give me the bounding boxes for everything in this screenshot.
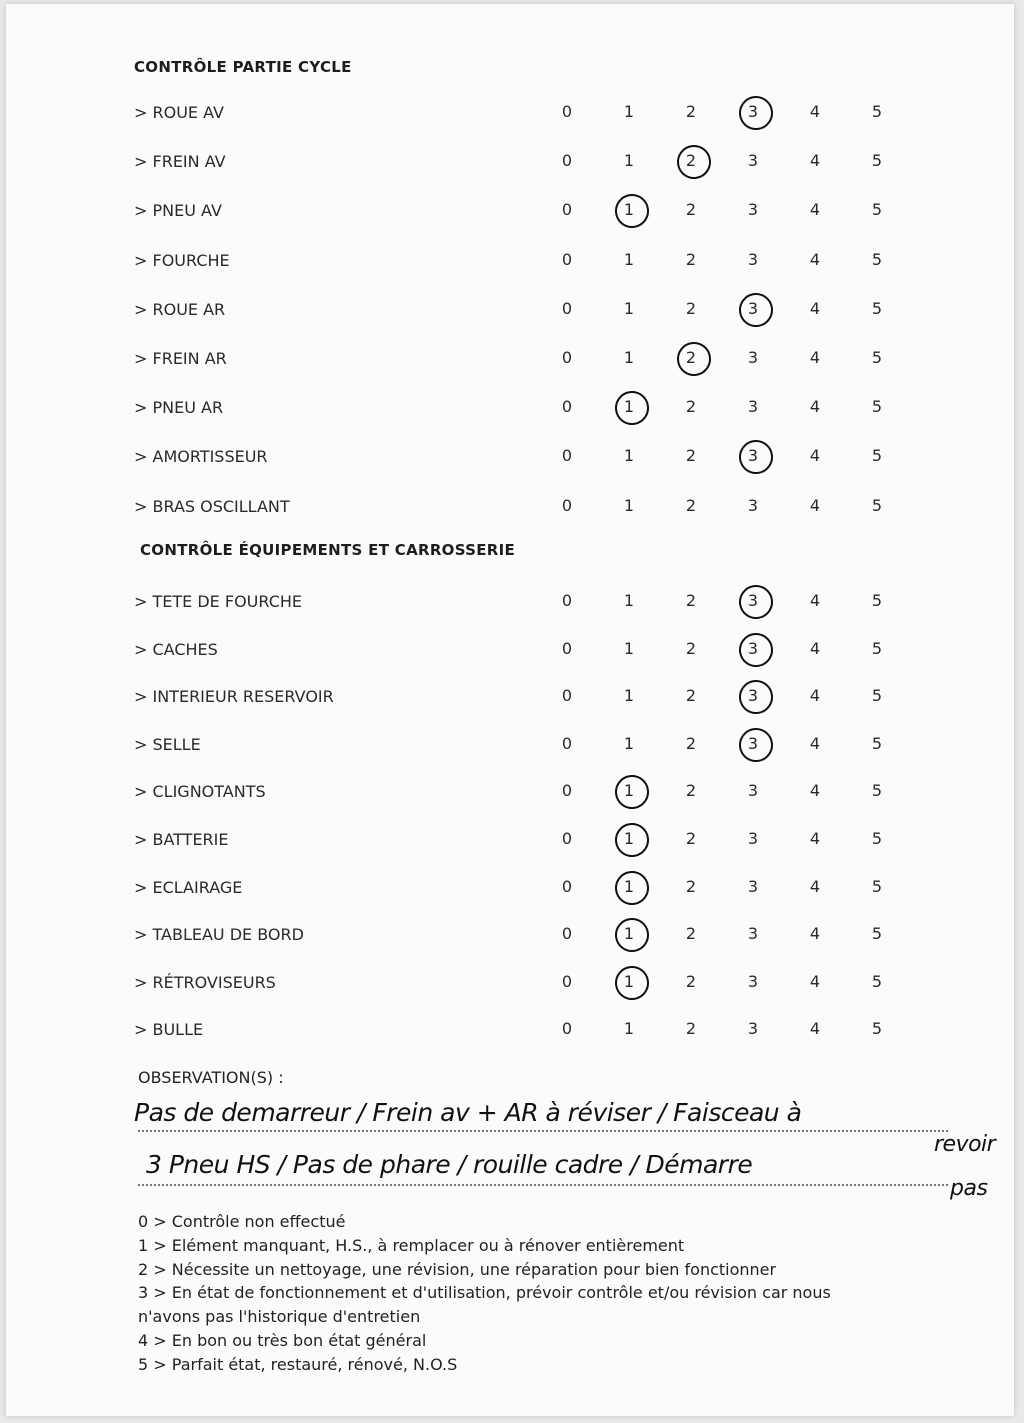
rating-item-label: > FREIN AR bbox=[134, 349, 227, 368]
rating-option-0[interactable]: 0 bbox=[561, 591, 573, 610]
rating-option-5[interactable]: 5 bbox=[871, 495, 883, 515]
rating-option-4[interactable]: 4 bbox=[809, 876, 821, 896]
rating-option-5[interactable]: 5 bbox=[871, 971, 883, 991]
rating-option-3[interactable]: 3 bbox=[738, 299, 768, 318]
rating-option-0[interactable]: 0 bbox=[561, 733, 573, 753]
rating-option-2[interactable]: 2 bbox=[685, 686, 697, 706]
rating-row bbox=[6, 492, 1014, 522]
rating-item-label: > ECLAIRAGE bbox=[134, 877, 243, 897]
rating-option-1[interactable]: 1 bbox=[614, 829, 644, 848]
rating-option-0[interactable]: 0 bbox=[561, 102, 573, 121]
rating-item-label: > BRAS OSCILLANT bbox=[134, 496, 290, 516]
rating-item-label: > INTERIEUR RESERVOIR bbox=[134, 687, 334, 707]
rating-option-4[interactable]: 4 bbox=[809, 397, 821, 417]
section-title-equipment: CONTRÔLE ÉQUIPEMENTS ET CARROSSERIE bbox=[140, 541, 516, 559]
legend-item: 0 > Contrôle non effectué bbox=[138, 1212, 346, 1231]
observation-line-1-extra: revoir bbox=[934, 1132, 996, 1157]
rating-option-0[interactable]: 0 bbox=[561, 971, 573, 991]
rating-option-3[interactable]: 3 bbox=[738, 734, 768, 753]
rating-option-3[interactable]: 3 bbox=[738, 446, 768, 465]
legend-item: n'avons pas l'historique d'entretien bbox=[138, 1307, 421, 1327]
rating-option-2[interactable]: 2 bbox=[685, 971, 697, 991]
rating-option-1[interactable]: 1 bbox=[614, 924, 644, 943]
rating-item-label: > ROUE AV bbox=[134, 103, 224, 122]
rating-option-5[interactable]: 5 bbox=[871, 1019, 883, 1039]
rating-row bbox=[6, 730, 1014, 760]
rating-option-4[interactable]: 4 bbox=[809, 686, 821, 706]
rating-option-3[interactable]: 3 bbox=[747, 495, 759, 515]
rating-option-2[interactable]: 2 bbox=[685, 638, 697, 658]
rating-option-1[interactable]: 1 bbox=[614, 781, 644, 800]
rating-row bbox=[6, 98, 1014, 128]
rating-option-0[interactable]: 0 bbox=[561, 924, 573, 944]
rating-item-label: > RÉTROVISEURS bbox=[134, 972, 276, 992]
rating-item-label: > FOURCHE bbox=[134, 250, 230, 270]
rating-option-4[interactable]: 4 bbox=[809, 102, 821, 121]
section-title-cycle: CONTRÔLE PARTIE CYCLE bbox=[134, 58, 352, 76]
rating-option-2[interactable]: 2 bbox=[685, 781, 697, 801]
rating-option-2[interactable]: 2 bbox=[685, 924, 697, 944]
rating-row bbox=[6, 246, 1014, 276]
rating-item-label: > AMORTISSEUR bbox=[134, 447, 268, 467]
rating-option-3[interactable]: 3 bbox=[747, 1019, 759, 1039]
rating-option-3[interactable]: 3 bbox=[747, 876, 759, 896]
rating-option-4[interactable]: 4 bbox=[809, 829, 821, 848]
rating-option-3[interactable]: 3 bbox=[747, 348, 759, 367]
rating-item-label: > PNEU AV bbox=[134, 201, 222, 221]
rating-option-4[interactable]: 4 bbox=[809, 200, 821, 220]
rating-option-2[interactable]: 2 bbox=[685, 1019, 697, 1039]
rating-option-4[interactable]: 4 bbox=[809, 971, 821, 991]
rating-option-0[interactable]: 0 bbox=[561, 397, 573, 417]
rating-option-1[interactable]: 1 bbox=[614, 972, 644, 991]
rating-option-1[interactable]: 1 bbox=[623, 298, 635, 318]
legend-item: 4 > En bon ou très bon état général bbox=[138, 1330, 427, 1350]
rating-item-label: > BATTERIE bbox=[134, 830, 229, 849]
rating-item-label: > FREIN AV bbox=[134, 152, 226, 172]
rating-option-1[interactable]: 1 bbox=[614, 397, 644, 416]
observation-line-1: Pas de demarreur / Frein av + AR à réviser / Faisceau à bbox=[134, 1098, 802, 1127]
rating-row bbox=[6, 587, 1014, 617]
rating-row bbox=[6, 147, 1014, 177]
legend-item: 1 > Elément manquant, H.S., à remplacer ou à rénover entièrement bbox=[138, 1235, 685, 1255]
legend bbox=[138, 1210, 831, 1377]
rating-row bbox=[6, 1015, 1014, 1045]
rating-option-4[interactable]: 4 bbox=[809, 446, 821, 466]
rating-option-2[interactable]: 2 bbox=[685, 591, 697, 610]
rating-option-1[interactable]: 1 bbox=[623, 446, 635, 466]
rating-option-2[interactable]: 2 bbox=[685, 829, 697, 848]
rating-option-1[interactable]: 1 bbox=[614, 200, 644, 219]
rating-option-3[interactable]: 3 bbox=[738, 639, 768, 658]
rating-option-5[interactable]: 5 bbox=[871, 200, 883, 220]
rating-option-5[interactable]: 5 bbox=[871, 249, 883, 269]
inspection-sheet bbox=[6, 4, 1014, 1416]
rating-option-2[interactable]: 2 bbox=[676, 151, 706, 170]
rating-option-0[interactable]: 0 bbox=[561, 638, 573, 658]
rating-option-1[interactable]: 1 bbox=[623, 686, 635, 706]
rating-option-0[interactable]: 0 bbox=[561, 446, 573, 466]
rating-option-4[interactable]: 4 bbox=[809, 1019, 821, 1039]
rating-option-1[interactable]: 1 bbox=[623, 495, 635, 515]
rating-option-1[interactable]: 1 bbox=[623, 638, 635, 658]
rating-option-3[interactable]: 3 bbox=[747, 397, 759, 417]
rating-option-3[interactable]: 3 bbox=[747, 829, 759, 848]
rating-option-5[interactable]: 5 bbox=[871, 102, 883, 121]
rating-option-2[interactable]: 2 bbox=[685, 876, 697, 896]
rating-item-label: > BULLE bbox=[134, 1020, 204, 1040]
rating-item-label: > ROUE AR bbox=[134, 299, 226, 319]
rating-option-2[interactable]: 2 bbox=[676, 348, 706, 367]
rating-option-1[interactable]: 1 bbox=[623, 591, 635, 610]
rating-option-2[interactable]: 2 bbox=[685, 495, 697, 515]
rating-option-0[interactable]: 0 bbox=[561, 781, 573, 801]
rating-option-2[interactable]: 2 bbox=[685, 200, 697, 220]
rating-option-2[interactable]: 2 bbox=[685, 733, 697, 753]
rating-row bbox=[6, 196, 1014, 226]
rating-option-0[interactable]: 0 bbox=[561, 151, 573, 171]
rating-option-5[interactable]: 5 bbox=[871, 924, 883, 944]
rating-item-label: > PNEU AR bbox=[134, 398, 224, 418]
rating-option-4[interactable]: 4 bbox=[809, 924, 821, 944]
rating-option-4[interactable]: 4 bbox=[809, 298, 821, 318]
rating-option-2[interactable]: 2 bbox=[685, 298, 697, 318]
rating-option-3[interactable]: 3 bbox=[747, 781, 759, 801]
rating-option-0[interactable]: 0 bbox=[561, 200, 573, 220]
legend-item: 5 > Parfait état, restauré, rénové, N.O.S bbox=[138, 1354, 458, 1374]
rating-option-5[interactable]: 5 bbox=[871, 397, 883, 417]
rating-option-3[interactable]: 3 bbox=[747, 249, 759, 269]
observation-line-2: 3 Pneu HS / Pas de phare / rouille cadre / Démarre bbox=[146, 1150, 753, 1179]
rating-item-label: > TABLEAU DE BORD bbox=[134, 925, 304, 945]
rating-option-5[interactable]: 5 bbox=[871, 829, 883, 848]
rating-option-4[interactable]: 4 bbox=[809, 733, 821, 753]
rating-option-1[interactable]: 1 bbox=[623, 151, 635, 171]
rating-row bbox=[6, 873, 1014, 903]
rating-item-label: > CACHES bbox=[134, 639, 218, 659]
rating-option-0[interactable]: 0 bbox=[561, 829, 573, 848]
rating-option-1[interactable]: 1 bbox=[623, 733, 635, 753]
rating-option-1[interactable]: 1 bbox=[623, 249, 635, 269]
rating-option-5[interactable]: 5 bbox=[871, 298, 883, 318]
rating-row bbox=[6, 442, 1014, 472]
rating-option-5[interactable]: 5 bbox=[871, 638, 883, 658]
rating-option-5[interactable]: 5 bbox=[871, 686, 883, 706]
rating-option-4[interactable]: 4 bbox=[809, 781, 821, 801]
rating-option-5[interactable]: 5 bbox=[871, 446, 883, 466]
rating-option-5[interactable]: 5 bbox=[871, 348, 883, 367]
rating-row bbox=[6, 682, 1014, 712]
rating-option-4[interactable]: 4 bbox=[809, 495, 821, 515]
rating-option-3[interactable]: 3 bbox=[738, 591, 768, 610]
rating-option-1[interactable]: 1 bbox=[614, 877, 644, 896]
rating-option-5[interactable]: 5 bbox=[871, 733, 883, 753]
rating-option-0[interactable]: 0 bbox=[561, 876, 573, 896]
rating-option-2[interactable]: 2 bbox=[685, 249, 697, 269]
rating-option-5[interactable]: 5 bbox=[871, 876, 883, 896]
rating-item-label: > TETE DE FOURCHE bbox=[134, 592, 302, 611]
observation-dotline-2 bbox=[138, 1184, 948, 1186]
observations-label: OBSERVATION(S) : bbox=[138, 1068, 284, 1087]
rating-option-4[interactable]: 4 bbox=[809, 591, 821, 610]
rating-option-0[interactable]: 0 bbox=[561, 495, 573, 515]
rating-option-4[interactable]: 4 bbox=[809, 348, 821, 367]
rating-item-label: > CLIGNOTANTS bbox=[134, 782, 266, 802]
rating-option-4[interactable]: 4 bbox=[809, 151, 821, 171]
rating-row bbox=[6, 968, 1014, 998]
rating-row bbox=[6, 920, 1014, 950]
rating-option-3[interactable]: 3 bbox=[747, 151, 759, 171]
rating-option-2[interactable]: 2 bbox=[685, 397, 697, 417]
rating-row bbox=[6, 825, 1014, 855]
rating-option-0[interactable]: 0 bbox=[561, 298, 573, 318]
rating-option-4[interactable]: 4 bbox=[809, 638, 821, 658]
rating-row bbox=[6, 635, 1014, 665]
rating-option-3[interactable]: 3 bbox=[747, 200, 759, 220]
rating-option-1[interactable]: 1 bbox=[623, 348, 635, 367]
rating-option-2[interactable]: 2 bbox=[685, 446, 697, 466]
rating-option-3[interactable]: 3 bbox=[738, 102, 768, 121]
rating-option-5[interactable]: 5 bbox=[871, 781, 883, 801]
rating-option-3[interactable]: 3 bbox=[747, 924, 759, 944]
observation-dotline-1 bbox=[138, 1130, 948, 1132]
rating-option-2[interactable]: 2 bbox=[685, 102, 697, 121]
rating-option-3[interactable]: 3 bbox=[747, 971, 759, 991]
rating-option-5[interactable]: 5 bbox=[871, 151, 883, 171]
rating-option-0[interactable]: 0 bbox=[561, 249, 573, 269]
rating-option-3[interactable]: 3 bbox=[738, 686, 768, 705]
rating-row bbox=[6, 393, 1014, 423]
rating-option-0[interactable]: 0 bbox=[561, 1019, 573, 1039]
legend-item: 2 > Nécessite un nettoyage, une révision, une réparation pour bien fonctionner bbox=[138, 1259, 777, 1279]
rating-row bbox=[6, 777, 1014, 807]
rating-option-4[interactable]: 4 bbox=[809, 249, 821, 269]
rating-row bbox=[6, 344, 1014, 374]
rating-item-label: > SELLE bbox=[134, 734, 201, 754]
rating-row bbox=[6, 295, 1014, 325]
rating-option-5[interactable]: 5 bbox=[871, 591, 883, 610]
rating-option-0[interactable]: 0 bbox=[561, 348, 573, 367]
rating-option-1[interactable]: 1 bbox=[623, 102, 635, 121]
observation-line-2-extra: pas bbox=[950, 1176, 988, 1201]
rating-option-1[interactable]: 1 bbox=[623, 1019, 635, 1039]
legend-item: 3 > En état de fonctionnement et d'utilisation, prévoir contrôle et/ou révision car nous bbox=[138, 1283, 831, 1303]
rating-option-0[interactable]: 0 bbox=[561, 686, 573, 706]
